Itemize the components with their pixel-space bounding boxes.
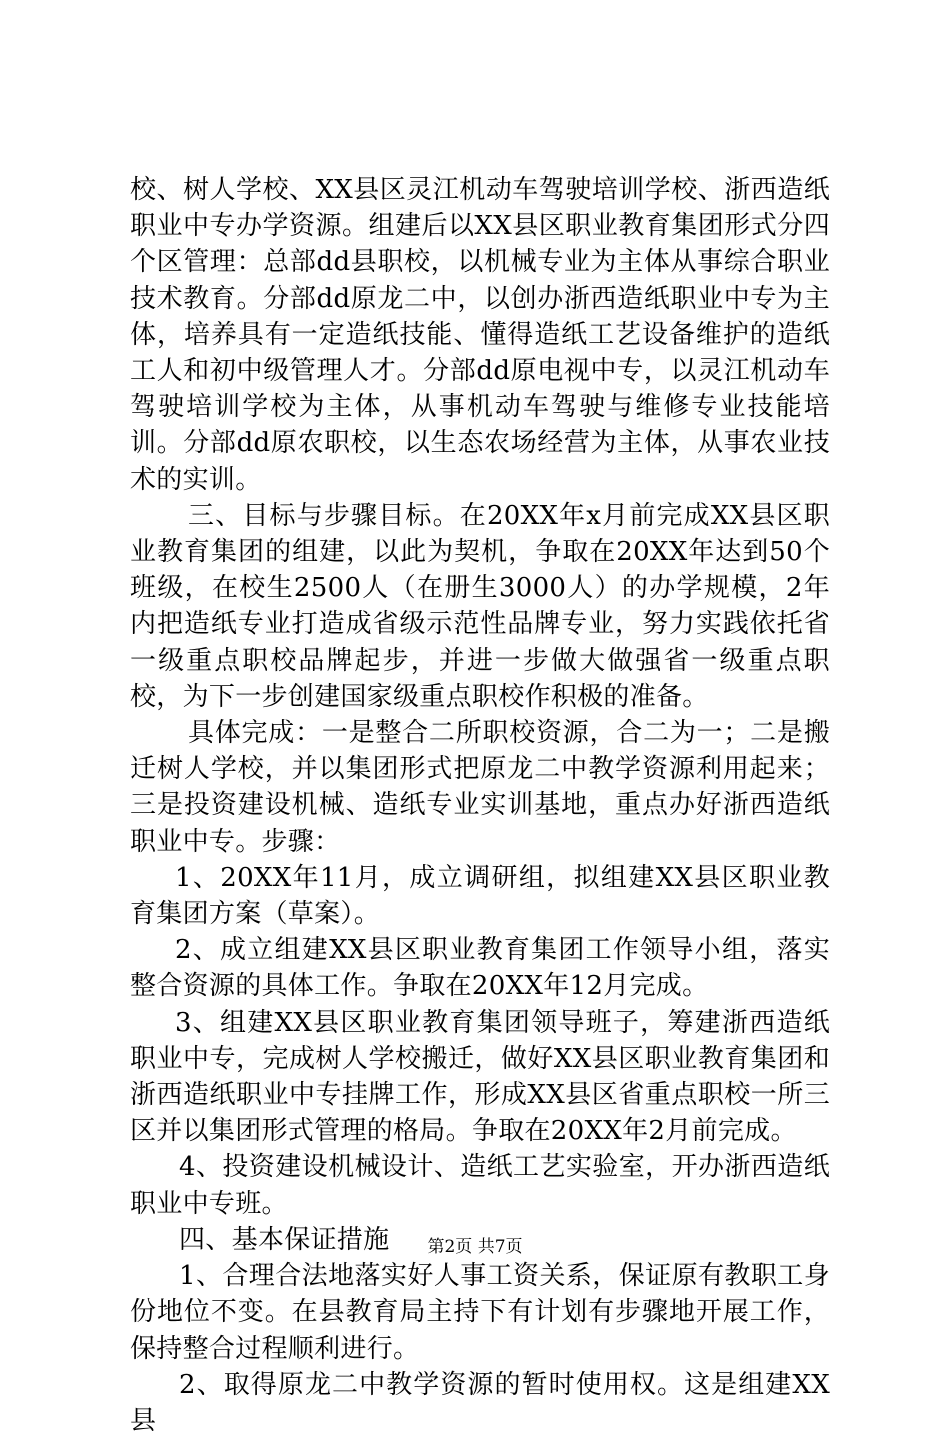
paragraph-step-2: 2、成立组建XX县区职业教育集团工作领导小组，落实整合资源的具体工作。争取在20XX年12月完成。 [130,935,830,1002]
paragraph-step-1: 1、20XX年11月，成立调研组，拟组建XX县区职业教育集团方案（草案）。 [130,862,830,930]
paragraph-step-4: 4、投资建设机械设计、造纸工艺实验室，开办浙西造纸职业中专班。 [130,1152,830,1219]
paragraph-step-3: 3、组建XX县区职业教育集团领导班子，筹建浙西造纸职业中专，完成树人学校搬迁，做好XX县区职业教育集团和浙西造纸职业中专挂牌工作，形成XX县区省重点职校一所三区并以集团形式管理的格局。争取在20XX年2月前完成。 [130,1007,830,1147]
page-number-footer: 第2页 共7页 [427,1237,523,1257]
section-heading-4-measures: 四、基本保证措施 [179,1224,390,1255]
paragraph-specific-completion: 具体完成：一是整合二所职校资源，合二为一；二是搬迁树人学校，并以集团形式把原龙二中教学资源利用起来；三是投资建设机械、造纸专业实训基地，重点办好浙西造纸职业中专。步骤： [130,718,830,857]
paragraph-measure-2: 2、取得原龙二中教学资源的暂时使用权。这是组建XX县 [130,1369,830,1436]
paragraph-intro-continued: 校、树人学校、XX县区灵江机动车驾驶培训学校、浙西造纸职业中专办学资源。组建后以XX县区职业教育集团形式分四个区管理：总部dd县职校，以机械专业为主体从事综合职业技术教育。分部dd原龙二中，以创办浙西造纸职业中专为主体，培养具有一定造纸技能、懂得造纸工艺设备维护的造纸工人和初中级管理人才。分部dd原电视中专，以灵江机动车驾驶培训学校为主体，从事机动车驾驶与维修专业技能培训。分部dd原农职校，以生态农场经营为主体，从事农业技术的实训。 [130,175,830,495]
paragraph-section-3-goals: 三、目标与步骤目标。在20XX年x月前完成XX县区职业教育集团的组建，以此为契机，争取在20XX年达到50个班级，在校生2500人（在册生3000人）的办学规模，2年内把造纸专业打造成省级示范性品牌专业，努力实践依托省一级重点职校品牌起步，并进一步做大做强省一级重点职校，为下一步创建国家级重点职校作积极的准备。 [130,500,830,712]
paragraph-measure-1: 1、合理合法地落实好人事工资关系，保证原有教职工身份地位不变。在县教育局主持下有计划有步骤地开展工作，保持整合过程顺利进行。 [130,1261,830,1364]
